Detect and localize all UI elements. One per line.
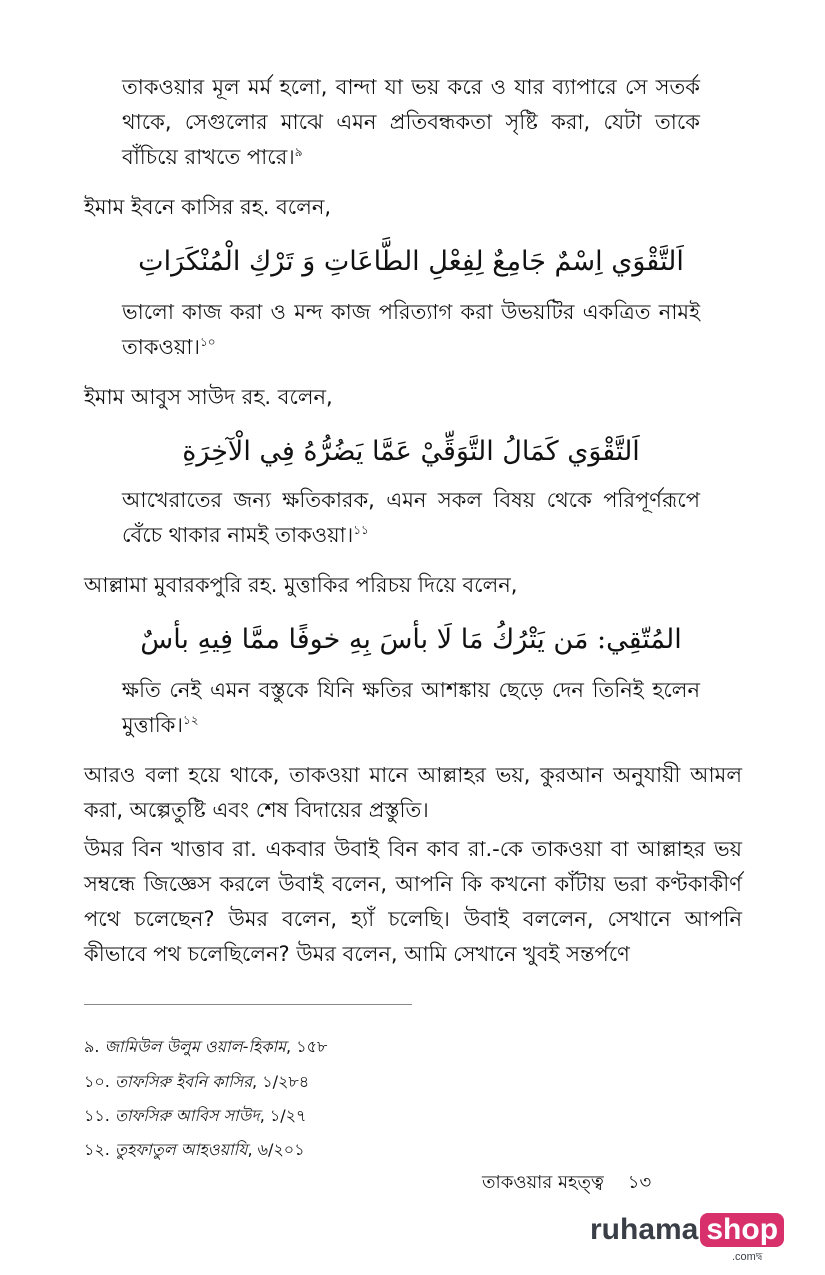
footnote-item: [84, 1105, 684, 1127]
quote-text: আখেরাতের জন্য ক্ষতিকারক, এমন সকল বিষয় থেকে পরিপূর্ণরূপে বেঁচে থাকার নামই তাকওয়া।: [122, 488, 700, 547]
watermark-logo: [590, 1212, 784, 1248]
footnote-number: ৯.: [84, 1037, 100, 1056]
arabic-quote-mubarakpuri: المُتّقِي: مَن يَتْرُكُ مَا لَا بأسَ بِهِ خوفًا ممَّا فِيهِ بأسٌ: [140, 624, 682, 655]
footnote-source: তাফসিরু ইবনি কাসির: [114, 1072, 253, 1091]
footnote-source: তাফসিরু আবিস সাউদ: [114, 1106, 260, 1125]
logo-brand-text: ruhama: [590, 1213, 699, 1246]
footnote-ref: ৯: [294, 145, 303, 159]
chapter-title: তাকওয়ার মহত্ত্ব: [482, 1172, 604, 1193]
quote-text: ভালো কাজ করা ও মন্দ কাজ পরিত্যাগ করা উভয়টির একত্রিত নামই তাকওয়া।: [122, 300, 700, 359]
footnote-number: ১০.: [84, 1072, 110, 1091]
footnote-number: ১২.: [84, 1140, 110, 1159]
quote-paragraph-2: [122, 295, 700, 365]
footnote-ref: ১০: [199, 335, 216, 349]
footnote-ref: ১১: [353, 523, 369, 537]
footnote-item: [84, 1139, 684, 1161]
footnote-item: [84, 1071, 684, 1093]
logo-domain-text: .comদ্ব: [732, 1251, 763, 1263]
intro-line-ibn-kathir: ইমাম ইবনে কাসির রহ. বলেন,: [84, 195, 332, 219]
footnote-page: , ১৫৮: [286, 1037, 328, 1056]
intro-line-abus-saud: ইমাম আবুস সাউদ রহ. বলেন,: [84, 385, 333, 409]
quote-paragraph-3: [122, 483, 700, 553]
footnote-number: ১১.: [84, 1106, 110, 1125]
intro-line-mubarakpuri: আল্লামা মুবারকপুরি রহ. মুত্তাকির পরিচয় দিয়ে বলেন,: [84, 573, 518, 597]
page-number: ১৩: [627, 1172, 652, 1193]
footnote-page: , ১/২৮৪: [252, 1072, 310, 1091]
quote-text: তাকওয়ার মূল মর্ম হলো, বান্দা যা ভয় করে ও যার ব্যাপারে সে সতর্ক থাকে, সেগুলোর মাঝে এমন প্রতিবন্ধকতা সৃষ্টি করা, যেটা তাকে বাঁচিয়ে রাখতে পারে।: [122, 75, 700, 169]
footnote-item: [84, 1036, 684, 1058]
footnote-source: জামিউল উলুম ওয়াল-হিকাম: [104, 1037, 287, 1056]
footnote-divider: [84, 1004, 412, 1005]
logo-shop-badge: shop: [700, 1213, 784, 1247]
quote-text: ক্ষতি নেই এমন বস্তুকে যিনি ক্ষতির আশঙ্কায় ছেড়ে দেন তিনিই হলেন মুত্তাকি।: [122, 678, 700, 737]
body-paragraph-6: উমর বিন খাত্তাব রা. একবার উবাই বিন কাব রা.-কে তাকওয়া বা আল্লাহর ভয় সম্বন্ধে জিজ্ঞেস করলে উবাই বলেন, আপনি কি কখনো কাঁটায় ভরা কণ্টকাকীর্ণ পথে চলেছেন? উমর বলেন, হ্যাঁ চলেছি। উবাই বললেন, সেখানে আপনি কীভাবে পথ চলেছিলেন? উমর বলেন, আমি সেখানে খুবই সন্তর্পণে: [84, 837, 742, 966]
arabic-quote-ibn-kathir: اَلتَّقْوَي اِسْمٌ جَامِعٌ لِفِعْلِ الطَّاعَاتِ وَ تَرْكِ الْمُنْكَرَاتِ: [138, 246, 684, 277]
body-paragraph-5: আরও বলা হয়ে থাকে, তাকওয়া মানে আল্লাহর ভয়, কুরআন অনুযায়ী আমল করা, অল্পেতুষ্টি এবং শেষ বিদায়ের প্রস্তুতি।: [84, 763, 742, 822]
footnote-ref: ১২: [182, 713, 199, 727]
footnote-page: , ৬/২০১: [247, 1140, 305, 1159]
quote-paragraph-1: [122, 70, 700, 175]
quote-paragraph-4: [122, 673, 700, 743]
footnote-page: , ১/২৭: [259, 1106, 307, 1125]
footnote-source: তুহফাতুল আহওয়াযি: [114, 1140, 248, 1159]
arabic-quote-abus-saud: اَلتَّقْوَي كَمَالُ التَّوَقِّيْ عَمَّا يَضُرُّهُ فِي الْآخِرَةِ: [182, 436, 640, 467]
running-footer: [482, 1170, 651, 1196]
